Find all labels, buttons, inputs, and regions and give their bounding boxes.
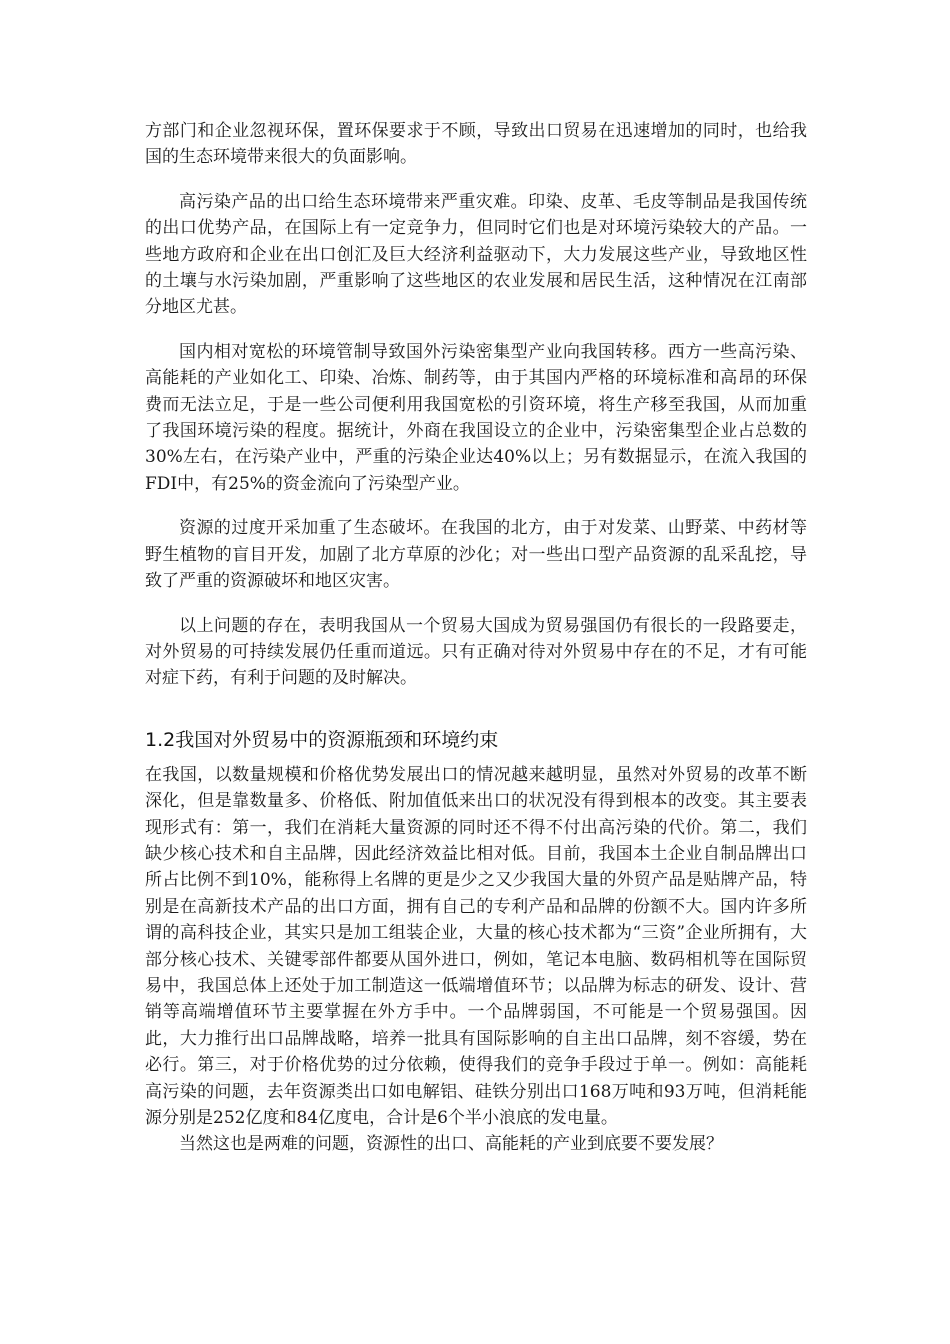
paragraph-continuation: 方部门和企业忽视环保，置环保要求于不顾，导致出口贸易在迅速增加的同时，也给我国的生态环境带来很大的负面影响。	[145, 121, 807, 168]
paragraph-summary: 以上问题的存在，表明我国从一个贸易大国成为贸易强国仍有很长的一段路要走，对外贸易的可持续发展仍任重而道远。只有正确对待对外贸易中存在的不足，才有可能对症下药，有利于问题的及时解决。	[145, 615, 807, 689]
paragraph-resource-overuse: 资源的过度开采加重了生态破坏。在我国的北方，由于对发菜、山野菜、中药材等野生植物的盲目开发，加剧了北方草原的沙化；对一些出口型产品资源的乱采乱挖，导致了严重的资源破坏和地区灾害。	[145, 518, 807, 592]
paragraph-pollution-exports: 高污染产品的出口给生态环境带来严重灾难。印染、皮革、毛皮等制品是我国传统的出口优势产品，在国际上有一定竞争力，但同时它们也是对环境污染较大的产品。一些地方政府和企业在出口创汇及巨大经济利益驱动下，大力发展这些产业，导致地区性的土壤与水污染加剧，严重影响了这些地区的农业发展和居民生活，这种情况在江南部分地区尤甚。	[145, 191, 807, 318]
paragraph-industry-transfer: 国内相对宽松的环境管制导致国外污染密集型产业向我国转移。西方一些高污染、高能耗的产业如化工、印染、冶炼、制药等，由于其国内严格的环境标准和高昂的环保费而无法立足，于是一些公司便利用我国宽松的引资环境，将生产移至我国，从而加重了我国环境污染的程度。据统计，外商在我国设立的企业中，污染密集型企业占总数的30%左右，在污染产业中，严重的污染企业达40%以上；另有数据显示，在流入我国的FDI中，有25%的资金流向了污染型产业。	[145, 341, 807, 494]
closing-paragraph: 当然这也是两难的问题，资源性的出口、高能耗的产业到底要不要发展？	[179, 1134, 723, 1155]
section-body: 在我国，以数量规模和价格优势发展出口的情况越来越明显，虽然对外贸易的改革不断深化，但是靠数量多、价格低、附加值低来出口的状况没有得到根本的改变。其主要表现形式有：第一，我们在消耗大量资源的同时还不得不付出高污染的代价。第二，我们缺少核心技术和自主品牌，因此经济效益比相对低。目前，我国本土企业自制品牌出口所占比例不到10%，能称得上名牌的更是少之又少我国大量的外贸产品是贴牌产品，特别是在高新技术产品的出口方面，拥有自己的专利产品和品牌的份额不大。国内许多所谓的高科技企业，其实只是加工组装企业，大量的核心技术都为“三资”企业所拥有，大部分核心技术、关键零部件都要从国外进口，例如，笔记本电脑、数码相机等在国际贸易中，我国总体上还处于加工制造这一低端增值环节；以品牌为标志的研发、设计、营销等高端增值环节主要掌握在外方手中。一个品牌弱国，不可能是一个贸易强国。因此，大力推行出口品牌战略，培养一批具有国际影响的自主出口品牌，刻不容缓，势在必行。第三，对于价格优势的过分依赖，使得我们的竞争手段过于单一。例如：高能耗高污染的问题，去年资源类出口如电解铝、硅铁分别出口168万吨和93万吨，但消耗能源分别是252亿度和84亿度电，合计是6个半小浪底的发电量。	[145, 764, 807, 1128]
section-heading: 1.2我国对外贸易中的资源瓶颈和环境约束	[145, 728, 499, 751]
document-page	[145, 118, 807, 1158]
